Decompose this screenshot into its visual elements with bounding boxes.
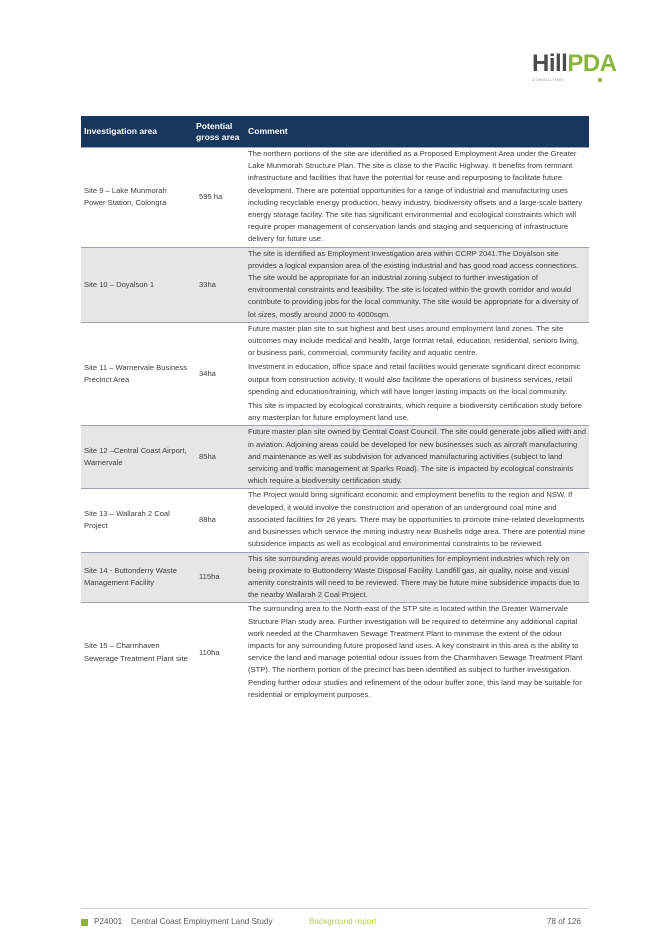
table-row bbox=[81, 148, 589, 248]
site-name-cell: Site 14 - Buttonderry Waste Management Facility bbox=[81, 552, 193, 603]
comment-paragraph: This site is impacted by ecological constraints, which require a biodiversity certification study before any masterplan for future employment land use. bbox=[248, 401, 582, 423]
gross-area-cell: 85ha bbox=[193, 426, 245, 489]
comment-paragraph: Future master plan site to suit highest and best uses around employment land zones. The site outcomes may include medical and health, large format retail, education, residential, seniors living, or business park, commercial, community facility and aquatic centre. bbox=[248, 323, 579, 358]
comment-cell bbox=[245, 426, 589, 489]
header-potential-gross-area: Potential gross area bbox=[193, 116, 245, 148]
logo-hill-text: Hill bbox=[532, 50, 568, 77]
investigation-areas-table bbox=[81, 116, 589, 702]
site-name-cell: Site 12 –Central Coast Airport, Warnervale bbox=[81, 426, 193, 489]
footer-project-ref: P24001 bbox=[94, 917, 123, 926]
page-footer bbox=[81, 908, 589, 926]
gross-area-cell: 115ha bbox=[193, 552, 245, 603]
footer-square-icon bbox=[81, 919, 88, 926]
table-row bbox=[81, 426, 589, 489]
site-name-cell: Site 11 – Warnervale Business Precinct Area bbox=[81, 322, 193, 426]
footer-report-title: Central Coast Employment Land Study bbox=[131, 917, 273, 926]
comment-cell bbox=[245, 552, 589, 603]
table-header-row bbox=[81, 116, 589, 148]
logo-dot-icon bbox=[598, 78, 602, 82]
comment-paragraph: This site surrounding areas would provide opportunities for employment industries which rely on being proximate to Buttonderry Waste Disposal Facility. Landfill gas, air quality, noise and visual amenity constraints will need to be reviewed. There may be future mine subsidence impacts due to the nearby Wallarah 2 Coal Project. bbox=[248, 553, 580, 600]
comment-paragraph: The site is identified as Employment Investigation area within CCRP 2041.The Doyalson site provides a logical expansion area of the existing industrial and has good road access connections. The site would be appropriate for an industrial zoning subject to further investigation of environmental constraints and feasibility. The site is located within the growth corridor and would contribute to providing jobs for the local community. The site would be appropriate for a diversity of lot sizes, mostly around 2000 to 4000sqm. bbox=[248, 248, 579, 319]
comment-paragraph: The Project would bring significant economic and employment benefits to the region and NSW. If developed, it would involve the construction and operation of an underground coal mine and associated facilities for 28 years. There may be opportunities to promote mine-related developments and businesses which service the mining industry near Bushells ridge area. There are potential mine subsidence impacts as well as ecological and environmental constraints to be reviewed. bbox=[248, 490, 586, 549]
comment-cell bbox=[245, 489, 589, 552]
footer-section-name: Background report bbox=[309, 917, 377, 926]
comment-cell bbox=[245, 603, 589, 702]
footer-page-number: 78 of 126 bbox=[546, 917, 581, 926]
table-row bbox=[81, 247, 589, 322]
logo-pda-text: PDA bbox=[567, 50, 617, 77]
table-row bbox=[81, 322, 589, 426]
gross-area-cell: 34ha bbox=[193, 322, 245, 426]
comment-paragraph: Future master plan site owned by Central Coast Council. The site could generate jobs allied with and in aviation. Adjoining areas could be developed for new businesses such as aircraft manufacturing and maintenance as well as subdivision for advanced manufacturing activities (subject to land servicing and traffic management at Sparks Road). The site is impacted by ecological constraints which require a biodiversity certification study. bbox=[248, 427, 586, 486]
gross-area-cell: 595 ha bbox=[193, 148, 245, 248]
header-comment: Comment bbox=[245, 116, 589, 148]
gross-area-cell: 33ha bbox=[193, 247, 245, 322]
comment-cell bbox=[245, 148, 589, 248]
gross-area-cell: 110ha bbox=[193, 603, 245, 702]
table-row bbox=[81, 552, 589, 603]
site-name-cell: Site 13 – Wallarah 2 Coal Project bbox=[81, 489, 193, 552]
site-name-cell: Site 10 – Doyalson 1 bbox=[81, 247, 193, 322]
site-name-cell: Site 15 – Charmhaven Sewerage Treatment Plant site bbox=[81, 603, 193, 702]
table-row bbox=[81, 489, 589, 552]
table-row bbox=[81, 603, 589, 702]
comment-paragraph: The northern portions of the site are identified as a Proposed Employment Area under the Greater Lake Munmorah Structure Plan. The site is close to the Pacific Highway. It benefits from remnant infrastructure and facilities that have the potential for reuse and repurposing to facilitate future development. There are potential opportunities for a range of industrial and manufacturing uses including recyclable energy production, heavy industry, biodiversity offsets and a large-scale battery energy storage facility. The site has significant environmental and ecological constraints which will require proper management of conservation lands and staging and sequencing of infrastructure delivery for future use. bbox=[248, 149, 583, 244]
comment-cell bbox=[245, 322, 589, 426]
site-name-cell: Site 9 – Lake Munmorah Power Station, Colongra bbox=[81, 148, 193, 248]
comment-paragraph: The surrounding area to the North-east of the STP site is located within the Greater Warnervale Structure Plan study area. Further investigation will be required to determine any additional capital work needed at the Charmhaven Sewage Treatment Plant to minimise the extent of the odour impacts for any surrounding future proposed land uses. A key constraint in this area is the ability to service the land and manage potential odour issues from the Charmhaven Sewage Treatment Plant (STP). The northern portion of the precinct has been identified as subject to further investigation. Pending further odour studies and refinement of the odour buffer zone, this land may be suitable for residential or employment purposes. bbox=[248, 604, 583, 699]
gross-area-cell: 88ha bbox=[193, 489, 245, 552]
header-investigation-area: Investigation area bbox=[81, 116, 193, 148]
hillpda-logo bbox=[532, 52, 627, 84]
logo-subtitle: CONSULTING bbox=[532, 77, 564, 82]
comment-paragraph: Investment in education, office space and retail facilities would generate significant direct economic output from construction activity. It would also facilitate the operations of business services, retail spending and education/training, which will have longer lasting impacts on the local community. bbox=[248, 362, 581, 396]
comment-cell bbox=[245, 247, 589, 322]
